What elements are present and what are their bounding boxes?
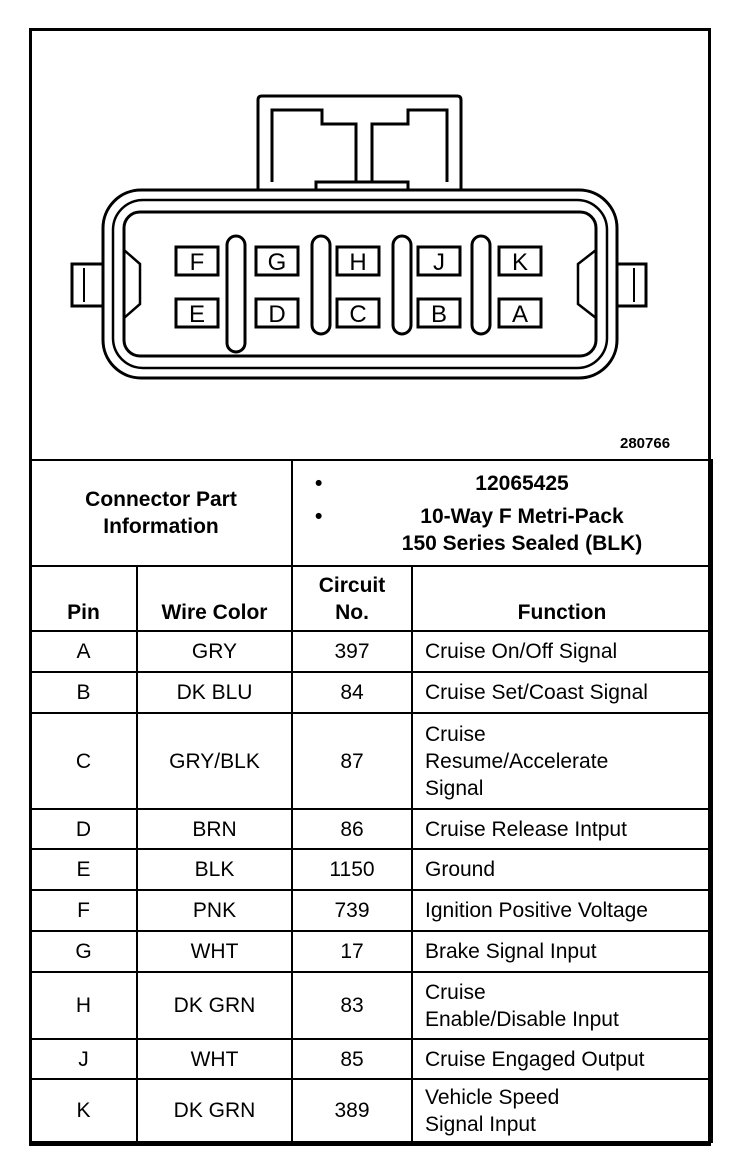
function-cell (412, 890, 712, 931)
function-cell (412, 672, 712, 713)
svg-text:H: H (349, 249, 367, 276)
function-line: Ground (425, 858, 496, 881)
connector-description-2: 150 Series Sealed (BLK) (401, 531, 643, 555)
pin-cell: F (30, 890, 137, 931)
wire-color-cell: BRN (137, 809, 292, 849)
svg-text:E: E (188, 301, 206, 328)
connector-drawing (0, 0, 752, 460)
table-row (30, 631, 712, 672)
circuit-cell: 397 (292, 631, 412, 672)
function-line: Signal (425, 776, 484, 800)
table-row (30, 1079, 712, 1142)
table-header-row (30, 566, 712, 631)
pin-cell: B (30, 672, 137, 713)
wire-color-cell: GRY/BLK (137, 713, 292, 809)
header-pin: Pin (30, 566, 137, 631)
header-function: Function (412, 566, 712, 631)
function-line: Enable/Disable Input (425, 1007, 619, 1031)
table-row (30, 809, 712, 849)
wire-color-cell: WHT (137, 1039, 292, 1079)
table-row (30, 1039, 712, 1079)
table-row (30, 931, 712, 972)
circuit-cell: 1150 (292, 849, 412, 890)
function-cell (412, 849, 712, 890)
pin-cell: E (30, 849, 137, 890)
function-line: Vehicle Speed (425, 1085, 560, 1109)
wire-color-cell: PNK (137, 890, 292, 931)
info-label-line2: Information (103, 515, 219, 538)
part-number: • 12065425 (315, 471, 569, 495)
table-row (30, 713, 712, 809)
wire-color-cell: DK GRN (137, 972, 292, 1039)
function-line: Cruise Set/Coast Signal (425, 681, 648, 704)
header-wire-color: Wire Color (137, 566, 292, 631)
function-line: Brake Signal Input (425, 940, 597, 963)
circuit-cell: 86 (292, 809, 412, 849)
pin-cell: H (30, 972, 137, 1039)
circuit-cell: 87 (292, 713, 412, 809)
svg-text:K: K (511, 249, 529, 276)
circuit-cell: 85 (292, 1039, 412, 1079)
svg-text:D: D (268, 301, 286, 328)
svg-text:J: J (433, 249, 445, 276)
function-cell (412, 1039, 712, 1079)
function-line: Signal Input (425, 1112, 536, 1136)
circuit-cell: 17 (292, 931, 412, 972)
pin-cell: G (30, 931, 137, 972)
connector-info-row (30, 460, 712, 566)
svg-text:C: C (349, 301, 367, 328)
wire-color-cell: DK BLU (137, 672, 292, 713)
pin-cell: D (30, 809, 137, 849)
table-row (30, 672, 712, 713)
wire-color-cell: BLK (137, 849, 292, 890)
svg-text:A: A (511, 301, 529, 328)
svg-text:B: B (430, 301, 448, 328)
pin-cell: A (30, 631, 137, 672)
wire-color-cell: DK GRN (137, 1079, 292, 1142)
function-cell (412, 631, 712, 672)
svg-text:G: G (267, 249, 287, 276)
pin-cell: C (30, 713, 137, 809)
circuit-cell: 84 (292, 672, 412, 713)
svg-text:F: F (189, 249, 205, 276)
function-line: Cruise (425, 980, 486, 1004)
circuit-cell: 83 (292, 972, 412, 1039)
function-line: Cruise Release Intput (425, 817, 627, 841)
pin-cell: K (30, 1079, 137, 1142)
connector-info-label (30, 460, 292, 566)
function-line: Ignition Positive Voltage (425, 899, 648, 922)
table-row (30, 890, 712, 931)
wire-color-cell: GRY (137, 631, 292, 672)
function-cell (412, 972, 712, 1039)
circuit-cell: 739 (292, 890, 412, 931)
function-cell (412, 931, 712, 972)
header-circuit: Circuit No. (292, 566, 412, 631)
wire-color-cell: WHT (137, 931, 292, 972)
connector-description: • 10-Way F Metri-Pack (315, 504, 624, 528)
function-cell (412, 1079, 712, 1142)
function-line: Cruise (425, 722, 486, 746)
table-row (30, 972, 712, 1039)
function-line: Resume/Accelerate (425, 749, 609, 773)
pinout-table (29, 459, 713, 1143)
function-line: Cruise On/Off Signal (425, 640, 618, 663)
connector-info-details (292, 460, 712, 566)
function-line: Cruise Engaged Output (425, 1047, 645, 1071)
function-cell (412, 713, 712, 809)
circuit-cell: 389 (292, 1079, 412, 1142)
figure-number: 280766 (620, 435, 671, 452)
pin-cell: J (30, 1039, 137, 1079)
function-cell (412, 809, 712, 849)
info-label-line1: Connector Part (85, 488, 237, 511)
table-row (30, 849, 712, 890)
